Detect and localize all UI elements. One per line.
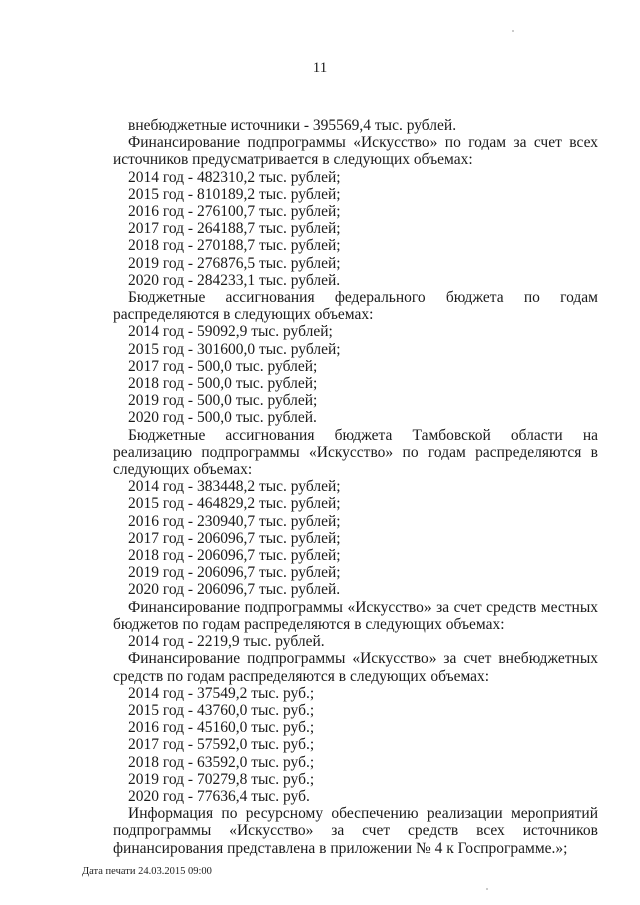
list-item: 2014 год - 482310,2 тыс. рублей; [128, 168, 341, 186]
list-item: 2018 год - 63592,0 тыс. руб.; [128, 753, 315, 771]
list-item: 2017 год - 500,0 тыс. рублей; [128, 357, 318, 375]
list-item: 2016 год - 276100,7 тыс. рублей; [128, 203, 341, 221]
list-item: 2017 год - 264188,7 тыс. рублей; [128, 220, 341, 238]
list-item: 2015 год - 43760,0 тыс. руб.; [128, 701, 315, 719]
list-item: 2020 год - 77636,4 тыс. руб. [128, 787, 310, 805]
list-item: 2016 год - 230940,7 тыс. рублей; [128, 512, 341, 530]
list-item: 2015 год - 301600,0 тыс. рублей; [128, 340, 341, 358]
list-item: 2018 год - 206096,7 тыс. рублей; [128, 547, 341, 565]
document-body [113, 117, 598, 857]
list-item: 2019 год - 276876,5 тыс. рублей; [128, 254, 341, 272]
list-item: внебюджетные источники - 395569,4 тыс. рублей. [128, 117, 457, 134]
list-item: 2020 год - 500,0 тыс. рублей. [128, 409, 317, 427]
list-item: 2015 год - 810189,2 тыс. рублей; [128, 185, 341, 203]
print-date-footer: Дата печати 24.03.2015 09:00 [82, 866, 212, 877]
paragraph: Финансирование подпрограммы «Искусство» за счет средств местных бюджетов по годам распределяются в следующих объемах: [113, 598, 598, 633]
paragraph: Информация по ресурсному обеспечению реализации мероприятий подпрограммы «Искусство» за счет средств всех источников финансирования представлена в приложении № 4 к Госпрограмме.»; [113, 805, 598, 857]
list-item: 2014 год - 2219,9 тыс. рублей. [128, 633, 325, 651]
scan-speck [486, 888, 488, 890]
page-number: 11 [312, 60, 328, 76]
paragraph: Бюджетные ассигнования бюджета Тамбовской области на реализацию подпрограммы «Искусство» по годам распределяются в следующих объемах: [113, 426, 598, 479]
list-item: 2014 год - 383448,2 тыс. рублей; [128, 478, 341, 496]
list-item: 2020 год - 284233,1 тыс. рублей. [128, 271, 341, 289]
list-item: 2015 год - 464829,2 тыс. рублей; [128, 495, 341, 513]
list-item: 2016 год - 45160,0 тыс. руб.; [128, 719, 315, 737]
list-item: 2017 год - 206096,7 тыс. рублей; [128, 529, 341, 547]
paragraph: Финансирование подпрограммы «Искусство» по годам за счет всех источников предусматривается в следующих объемах: [113, 134, 598, 169]
list-item: 2014 год - 37549,2 тыс. руб.; [128, 684, 315, 702]
list-item: 2019 год - 500,0 тыс. рублей; [128, 392, 318, 410]
scan-speck [512, 30, 514, 32]
list-item: 2018 год - 270188,7 тыс. рублей; [128, 237, 341, 255]
paragraph: Финансирование подпрограммы «Искусство» за счет внебюджетных средств по годам распределяются в следующих объемах: [113, 650, 598, 685]
list-item: 2014 год - 59092,9 тыс. рублей; [128, 323, 333, 341]
list-item: 2018 год - 500,0 тыс. рублей; [128, 375, 318, 393]
list-item: 2017 год - 57592,0 тыс. руб.; [128, 736, 315, 754]
paragraph: Бюджетные ассигнования федерального бюджета по годам распределяются в следующих объемах: [113, 289, 598, 324]
list-item: 2020 год - 206096,7 тыс. рублей. [128, 581, 341, 599]
list-item: 2019 год - 70279,8 тыс. руб.; [128, 770, 315, 788]
list-item: 2019 год - 206096,7 тыс. рублей; [128, 564, 341, 582]
